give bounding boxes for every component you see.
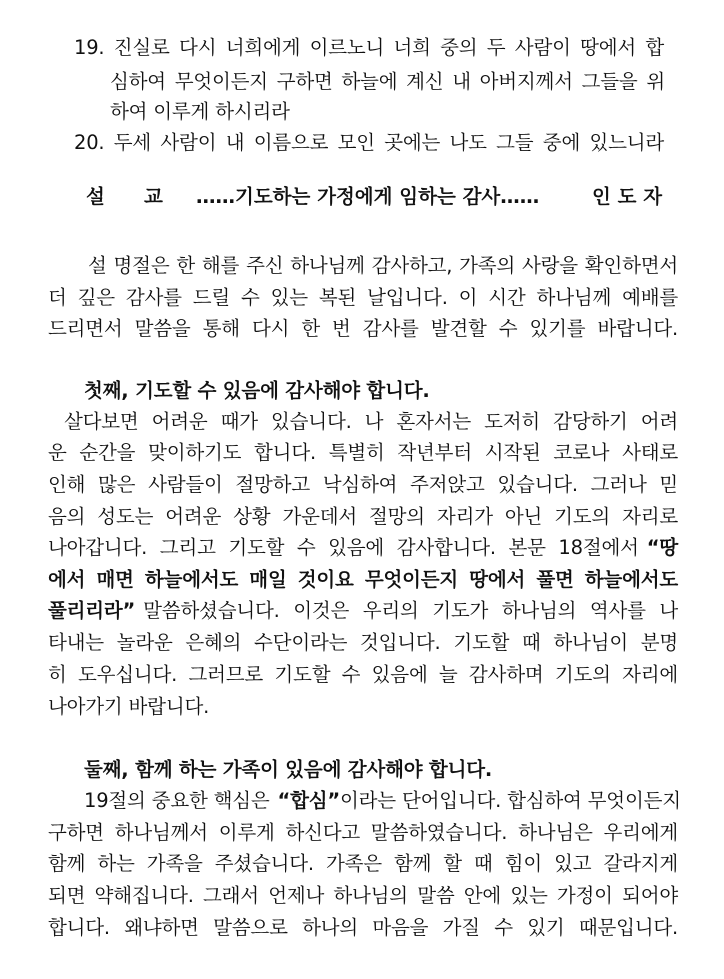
- sermon-header: [0, 183, 724, 211]
- sermon-leader: 인 도 자: [592, 185, 663, 208]
- section-2-line-1-quote: “합심”: [277, 789, 341, 812]
- section-1-line-10: 나아가기 바랍니다.: [48, 695, 210, 718]
- verse-20-line-1: 20. 두세 사람이 내 이름으로 모인 곳에는 나도 그들 중에 있느니라: [74, 131, 664, 154]
- section-1-line-2: 운 순간을 맞이하기도 합니다. 특별히 작년부터 시작된 코로나 사태로: [48, 441, 678, 464]
- verse-19-line-2: 심하여 무엇이든지 구하면 하늘에 계신 내 아버지께서 그들을 위: [110, 70, 665, 93]
- section-1-line-5: [48, 536, 678, 560]
- intro-line-1: 설 명절은 한 해를 주신 하나님께 감사하고, 가족의 사랑을 확인하면서: [88, 254, 678, 277]
- section-1-line-7-text: 말씀하셨습니다. 이것은 우리의 기도가 하나님의 역사를 나: [143, 599, 678, 622]
- section-1-line-1: 살다보면 어려운 때가 있습니다. 나 혼자서는 도저히 감당하기 어려: [64, 410, 678, 433]
- verse-19-line-1: 19. 진실로 다시 너희에게 이르노니 너희 중의 두 사람이 땅에서 합: [74, 36, 664, 59]
- section-2-line-1-pre: 19절의 중요한 핵심은: [84, 789, 270, 812]
- section-2-heading: 둘째, 함께 하는 가족이 있음에 감사해야 합니다.: [84, 758, 493, 781]
- intro-line-2: 더 깊은 감사를 드릴 수 있는 복된 날입니다. 이 시간 하나님께 예배를: [48, 286, 678, 309]
- section-2-line-3: 함께 하는 가족을 주셨습니다. 가족은 함께 할 때 힘이 있고 갈라지게: [48, 852, 678, 875]
- section-2-line-1-post: 이라는 단어입니다. 합심하여 무엇이든지: [340, 789, 681, 812]
- section-1-heading: 첫째, 기도할 수 있음에 감사해야 합니다.: [84, 379, 430, 402]
- section-2-line-2: 구하면 하나님께서 이루게 하신다고 말씀하였습니다. 하나님은 우리에게: [48, 821, 678, 844]
- section-2-line-5: 합니다. 왜냐하면 말씀으로 하나의 마음을 가질 수 있기 때문입니다.: [48, 916, 678, 939]
- intro-line-3: 드리면서 말씀을 통해 다시 한 번 감사를 발견할 수 있기를 바랍니다.: [48, 317, 678, 340]
- section-1-line-5-quote: “땅: [646, 536, 678, 559]
- section-1-line-5-text: 나아갑니다. 그리고 기도할 수 있음에 감사합니다. 본문 18절에서: [48, 536, 639, 559]
- section-1-line-6: 에서 매면 하늘에서도 매일 것이요 무엇이든지 땅에서 풀면 하늘에서도: [48, 568, 678, 591]
- sermon-label-2: 교: [144, 185, 163, 208]
- section-1-line-4: 음의 성도는 어려운 상황 가운데서 절망의 자리가 아닌 기도의 자리로: [48, 505, 678, 528]
- verse-19-line-3: 하여 이루게 하시리라: [110, 100, 290, 123]
- section-1-line-3: 인해 많은 사람들이 절망하고 낙심하여 주저앉고 있습니다. 그러나 믿: [48, 473, 678, 496]
- sermon-label-1: 설: [86, 185, 105, 208]
- section-1-line-7-quote: 풀리리라”: [48, 599, 136, 622]
- sermon-title: ……기도하는 가정에게 임하는 감사……: [196, 185, 540, 208]
- section-1-line-9: 히 도우십니다. 그러므로 기도할 수 있음에 늘 감사하며 기도의 자리에: [48, 663, 678, 686]
- section-1-line-8: 타내는 놀라운 은혜의 수단이라는 것입니다. 기도할 때 하나님이 분명: [48, 631, 678, 654]
- section-2-line-4: 되면 약해집니다. 그래서 언제나 하나님의 말씀 안에 있는 가정이 되어야: [48, 884, 678, 907]
- section-2-line-1: [84, 789, 681, 813]
- section-1-line-7: [48, 599, 678, 623]
